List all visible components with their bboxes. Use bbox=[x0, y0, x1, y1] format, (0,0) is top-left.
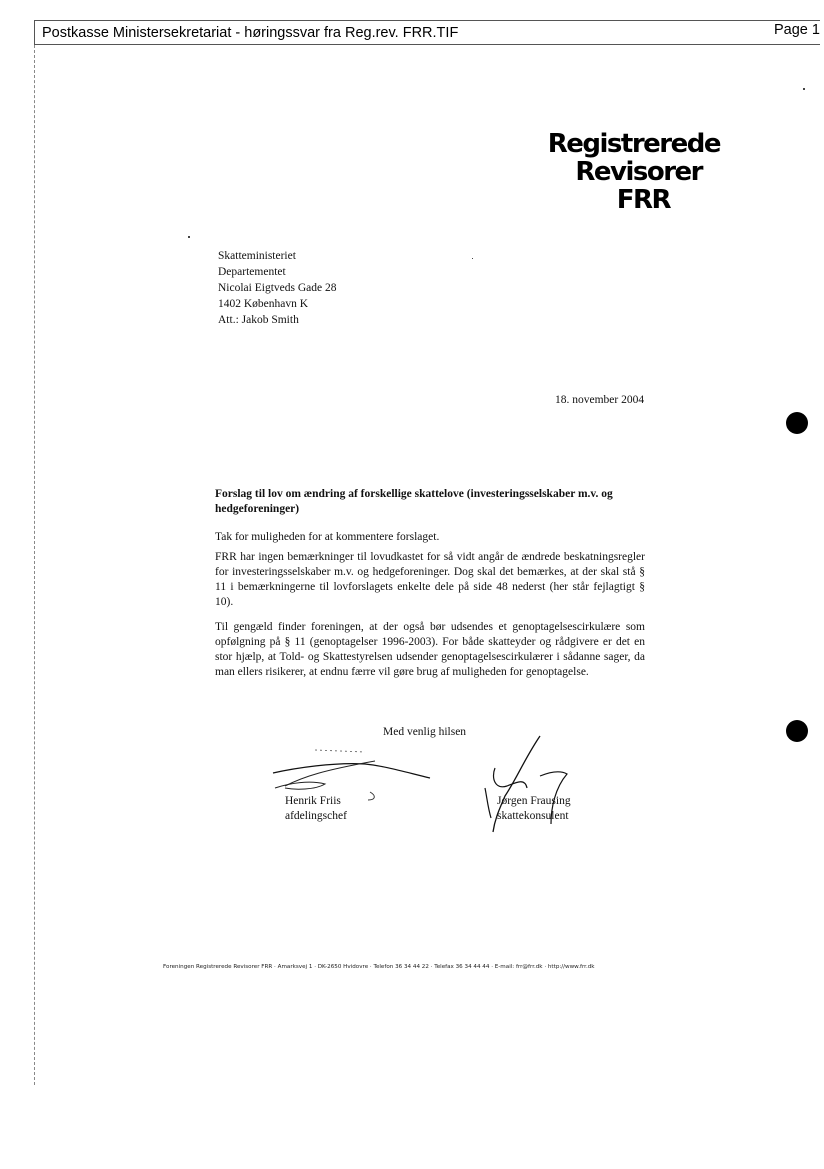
address-line: 1402 København K bbox=[218, 298, 309, 310]
scan-speck bbox=[472, 258, 473, 259]
paragraph: FRR har ingen bemærkninger til lovudkastet for så vidt angår de ændrede beskatningsregler for investeringsselskaber m.v. og hedgeforeninger. Dog skal det bemærkes, at der skal stå § 11 i bemærkningerne til lovforslagets enkelte dele på side 48 nederst (her står fejlagtigt § 10). bbox=[215, 551, 645, 608]
document-title: Postkasse Ministersekretariat - høringssvar fra Reg.rev. FRR.TIF bbox=[42, 25, 459, 41]
signatory-name: Jørgen Frausing bbox=[497, 795, 571, 807]
punch-hole-mark bbox=[786, 412, 808, 434]
header-left-rule bbox=[34, 20, 35, 45]
letter-subject: Forslag til lov om ændring af forskellige skattelove (investeringsselskaber m.v. og hedgeforeninger) bbox=[215, 488, 613, 515]
scan-speck bbox=[188, 236, 190, 238]
signatory-title: skattekonsulent bbox=[497, 810, 569, 822]
paragraph: Tak for muligheden for at kommentere forslaget. bbox=[215, 531, 440, 543]
signatory-1 bbox=[285, 794, 347, 824]
logo-line-1: Registrerede bbox=[547, 129, 720, 159]
recipient-address bbox=[218, 248, 336, 312]
frr-logo bbox=[548, 130, 720, 214]
logo-line-2: Revisorer bbox=[575, 157, 702, 187]
signatory-name: Henrik Friis bbox=[285, 795, 341, 807]
address-line: Skatteministeriet bbox=[218, 250, 296, 262]
punch-hole-mark bbox=[786, 720, 808, 742]
signatory-2 bbox=[497, 794, 571, 824]
scan-speck bbox=[803, 88, 805, 90]
signatory-title: afdelingschef bbox=[285, 810, 347, 822]
scan-margin-line bbox=[34, 45, 35, 1085]
logo-line-3: FRR bbox=[616, 185, 670, 215]
address-line: Departementet bbox=[218, 266, 286, 278]
letter-footer: Foreningen Registrerede Revisorer FRR · Amarksvej 1 · DK-2650 Hvidovre · Telefon 36 34 44 22 · Telefax 36 34 44 44 · E-mail: frr@frr.dk · http://www.frr.dk bbox=[163, 964, 595, 970]
closing-greeting: Med venlig hilsen bbox=[383, 726, 467, 738]
paragraph: Til gengæld finder foreningen, at der også bør udsendes et genoptagelsescirkulære som opfølgning på § 11 (genoptagelser 1996-2003). For både skatteyder og rådgivere er det en stor hjælp, at Told- og Skattestyrelsen udsender genoptagelsescirkulærer i sådanne sager, da man ellers risikerer, at endnu færre vil gøre brug af muligheden for genoptagelse. bbox=[215, 621, 645, 678]
header-bottom-rule bbox=[34, 44, 820, 45]
attention-line: Att.: Jakob Smith bbox=[218, 314, 299, 326]
page-number: Page 1 bbox=[774, 22, 820, 38]
letter-date: 18. november 2004 bbox=[555, 394, 645, 406]
header-top-rule bbox=[34, 20, 820, 21]
address-line: Nicolai Eigtveds Gade 28 bbox=[218, 282, 337, 294]
